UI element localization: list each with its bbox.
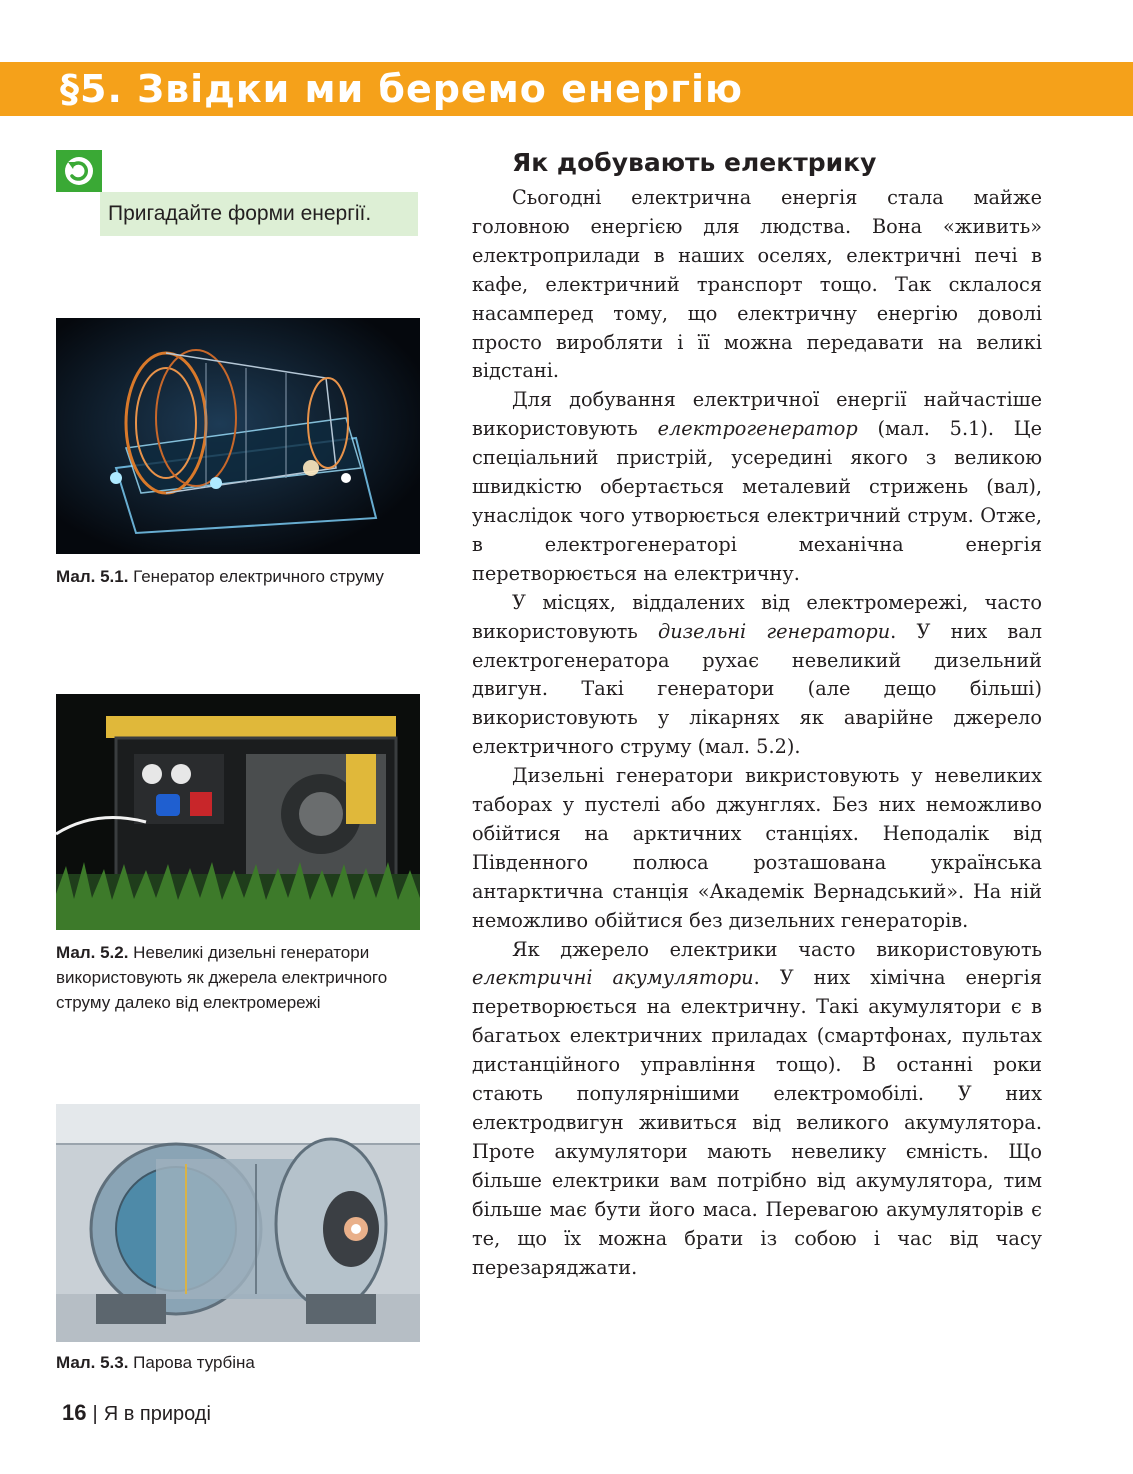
figure-label: Мал. 5.3. <box>56 1353 129 1372</box>
chapter-header-bar <box>0 62 1133 116</box>
figure-generator-image <box>56 318 420 554</box>
figure-label: Мал. 5.1. <box>56 567 129 586</box>
figure-caption-text: Парова турбіна <box>128 1353 255 1372</box>
section-title: Як добувають електрику <box>512 148 877 177</box>
body-text <box>472 184 1042 1282</box>
figure-caption-text: Невеликі дизельні генератори використовують як джерела електричного струму далеко від електромережі <box>56 943 388 1012</box>
chapter-title: §5. Звідки ми беремо енергію <box>60 67 743 111</box>
figure-label: Мал. 5.2. <box>56 943 129 962</box>
term-highlight: електрогенератор <box>657 417 858 441</box>
figure-diesel-generator-image <box>56 694 420 930</box>
page-footer <box>62 1398 211 1429</box>
figure-steam-turbine-image <box>56 1104 420 1342</box>
term-highlight: дизельні генератори <box>657 619 891 643</box>
figure-caption-text: Генератор електричного струму <box>128 567 384 586</box>
paragraph-1: Сьогодні електрична енергія стала майже головною енергією для людства. Вона «живить» електроприлади в наших оселях, електричні печі в кафе, електричний транспорт тощо. Так склалося насамперед тому, що електричну енергію доволі просто виробляти і її можна передавати на великі відстані. <box>472 186 1042 383</box>
paragraph-3: У місцях, віддалених від електромережі, часто використовують дизельні генератори. У них вал електрогенератора рухає невеликий дизельний двигун. Такі генератори (але дещо більші) використовують у лікарнях як аварійне джерело електричного струму (мал. 5.2). <box>472 590 1042 759</box>
figure-caption <box>56 1350 426 1375</box>
paragraph-4: Дизельні генератори викристовують у невеликих таборах у пустелі або джунглях. Без них неможливо обійтися на арктичних станціях. Неподалік від Південного полюса розташована українська антарктична станція «Академік Вернадський». На ній неможливо обійтися без дизельних генераторів. <box>472 764 1042 932</box>
footer-separator: | <box>92 1403 98 1425</box>
page-number: 16 <box>62 1400 87 1425</box>
paragraph-5: Як джерело електрики часто використовують електричні акумулятори. У них хімічна енергія перетворюється на електричну. Такі акумулятори є в багатьох електричних приладах (смартфонах, пультах дистанційного управління тощо). В останні роки стають популярнішими електромобілі. У них електродвигун живиться від великого акумулятора. Проте акумулятори мають невелику ємність. Що більше електрики вам потрібно від акумулятора, тим більше має бути його маса. Перевагою акумуляторів є те, що їх можна брати із собою і час від часу перезаряджати. <box>472 937 1042 1279</box>
book-title: Я в природі <box>103 1403 211 1425</box>
recall-prompt-text: Пригадайте форми енергії. <box>108 202 372 225</box>
figure-caption <box>56 564 426 589</box>
paragraph-2: Для добування електричної енергії найчастіше використовують електрогенератор (мал. 5.1). Це спеціальний пристрій, усередині якого з великою швидкістю обертається металевий стрижень (вал), унаслідок чого утворюється електричний струм. Отже, в електрогенераторі механічна енергія перетворюється на електричну. <box>472 388 1042 585</box>
recall-prompt-box <box>100 192 418 236</box>
figure-caption <box>56 940 426 1015</box>
term-highlight: електричні акумулятори <box>472 966 754 990</box>
recall-arrow-icon <box>56 150 102 192</box>
